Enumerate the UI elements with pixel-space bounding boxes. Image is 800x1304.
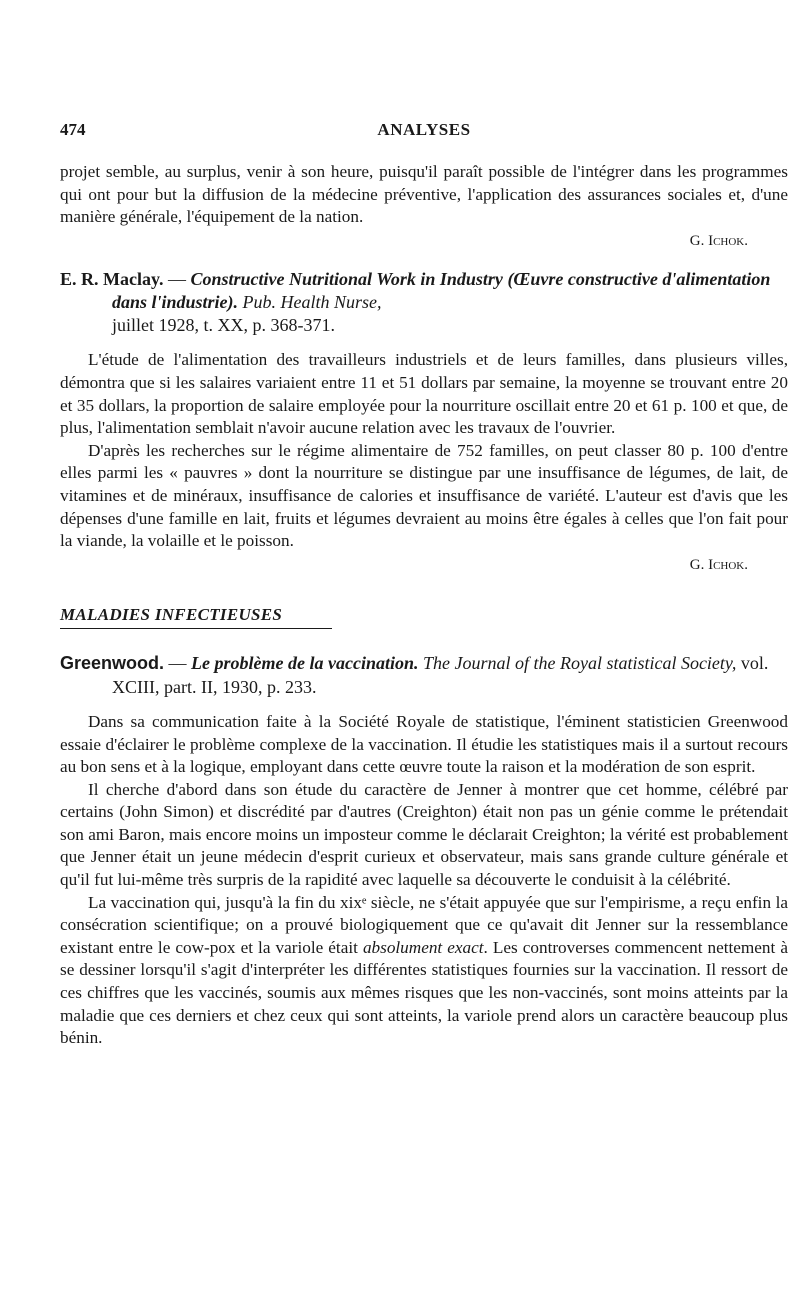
section-heading: MALADIES INFECTIEUSES	[60, 604, 332, 629]
page-number: 474	[60, 120, 86, 139]
review2-emphasis: absolument exact	[362, 937, 484, 957]
intro-paragraph: projet semble, au surplus, venir à son heure, puisqu'il paraît possible de l'intégrer dans les programmes qui ont pour but la diffusion de la médecine préventive, l'application des assurances sociales et, d'une manière générale, l'équipement de la nation.	[60, 162, 788, 227]
review2-paragraph-2: Il cherche d'abord dans son étude du caractère de Jenner à montrer que cet homme, célébré par certains (John Simon) et discrédité par d'autres (Creighton) était non pas un génie comme le prétendait son ami Baron, mais encore moins un imposteur comme le déclarait Creighton; la vérité est probablement que Jenner était un jeune médecin d'esprit curieux et observateur, mais sans grande culture générale et qu'il fut lui-même très surpris de la rapidité avec laquelle sa découverte le conduisit à la célébrité.	[60, 779, 788, 890]
review1-reference	[60, 268, 788, 337]
page-content	[60, 161, 788, 1050]
review2-paragraph-1: Dans sa communication faite à la Société Royale de statistique, l'éminent statisticien Greenwood essaie d'éclairer le problème complexe de la vaccination. Il étudie les statistiques mais il a surtout recours au bon sens et à la logique, employant dans cette œuvre toute la raison et la modération de son esprit.	[60, 711, 788, 777]
review1-title-fr: (Œuvre constructive d'alimentation dans l'industrie).	[112, 269, 771, 313]
review2-reference	[60, 651, 788, 699]
running-title: ANALYSES	[377, 120, 471, 139]
review2-title: Le problème de la vaccination.	[191, 652, 419, 673]
review2-author: Greenwood.	[60, 652, 165, 673]
review2-dash: —	[168, 652, 187, 673]
review1-details: juillet 1928, t. XX, p. 368-371.	[112, 315, 335, 336]
review1-signature: G. Ichok.	[689, 556, 748, 573]
review1-dash: —	[168, 269, 186, 290]
review1-author: E. R. Maclay.	[60, 269, 164, 290]
review2-journal: The Journal of the Royal statistical Society,	[422, 652, 737, 673]
review2-paragraph-3: La vaccination qui, jusqu'à la fin du xixᵉ siècle, ne s'était appuyée que sur l'empirisme, a reçu enfin la consécration scientifique; on a prouvé biologiquement que ce qu'avait dit Jenner sur la ressemblance existant entre le cow-pox et la variole était absolument exact. Les controverses commencent nettement à se dessiner lorsqu'il s'agit d'interpréter les différentes statistiques fournies sur la vaccination. Il ressort de ces chiffres que les vaccinés, soumis aux mêmes risques que les non-vaccinés, sont moins atteints par la maladie que ces derniers et chez ceux qui sont atteints, la variole prend alors un caractère beaucoup plus bénin.	[60, 892, 788, 1048]
page-header	[60, 120, 788, 146]
review1-journal: Pub. Health Nurse,	[242, 292, 382, 313]
intro-signature: G. Ichok.	[689, 232, 748, 249]
review1-paragraph-1: L'étude de l'alimentation des travailleurs industriels et de leurs familles, dans plusieurs villes, démontra que si les salaires variaient entre 11 et 51 dollars par semaine, la moyenne se trouvant entre 20 et 35 dollars, la proportion de salaire employée pour la nourriture oscillait entre 20 et 61 p. 100 et que, de plus, l'alimentation semblait n'avoir aucune relation avec les travaux de l'ouvrier.	[60, 350, 788, 438]
review1-paragraph-2: D'après les recherches sur le régime alimentaire de 752 familles, on peut classer 80 p. 100 d'entre elles parmi les « pauvres » dont la nourriture se distingue par une insuffisance de légumes, de lait, de vitamines et de minéraux, insuffisance de calories et insuffisance de variété. L'auteur est d'avis que les dépenses d'une famille en lait, fruits et légumes devraient au moins être égales à celles que l'on fait pour la viande, la volaille et le poisson.	[60, 440, 788, 551]
review1-title: Constructive Nutritional Work in Industry	[190, 269, 503, 290]
review2-details: vol. XCIII, part. II, 1930, p. 233.	[112, 652, 769, 697]
